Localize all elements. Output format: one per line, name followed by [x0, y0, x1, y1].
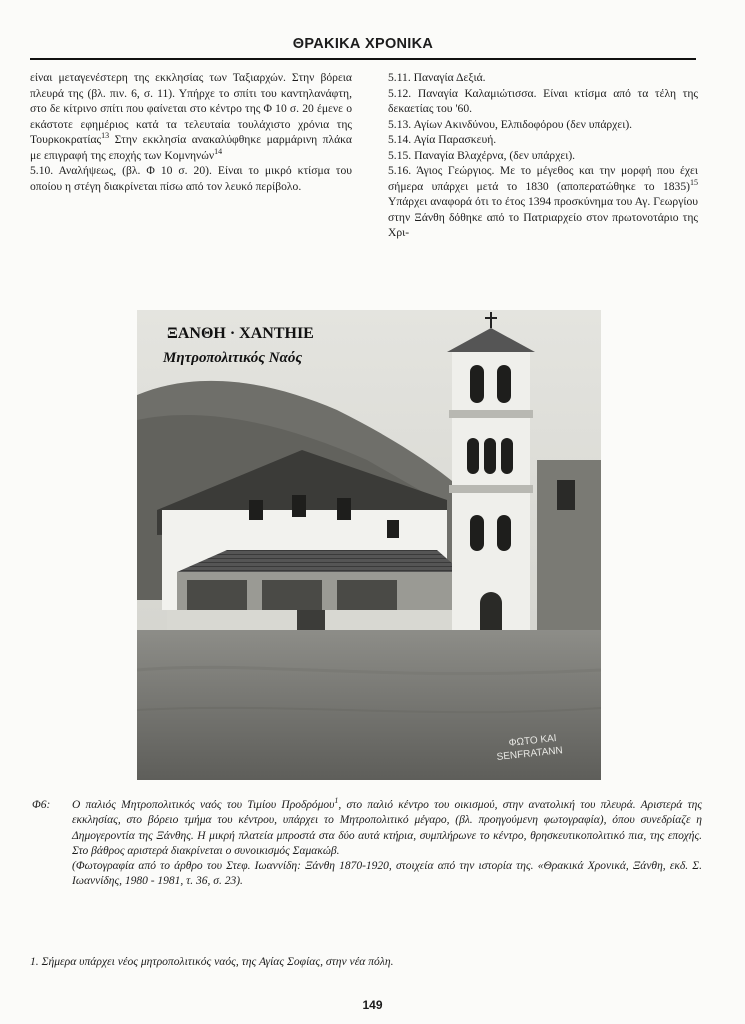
caption-text: Ο παλιός Μητροπολιτικός ναός του Τιμίου Προδρόμου$^1$, στο παλιό κέντρο του οικισμού, στην ανατολική του πλευρά. Αριστερά της εκκλησίας, στο βόρειο τμήμα του κέντρου, υπάρχει το Μητροπολιτικό μέγαρο, (βλ. προηγούμενη φωτογραφία), όπου συνεδρίαζε η Δημογεροντία της Ξάνθης. Η μικρή πλατεία μπροστά στα δύο αυτά κτήρια, συμπλήρωνε το κέντρο, θρησκευτικοπολιτικό πια, της εποχής. Στο βάθρος αριστερά διακρίνεται ο συνοικισμός Σαμακώβ.: [72, 796, 703, 857]
footnote-ref-15: 15: [690, 177, 698, 187]
figure-label: Φ6:: [32, 799, 51, 811]
list-item: 5.13. Αγίων Ακινδύνου, Ελπιδοφόρου (δεν υπάρχει).: [388, 117, 633, 131]
church-photograph: [137, 310, 601, 780]
photo-title-line-1: ΞΑΝΘΗ · ΧΑΝΤΗΙΕ: [167, 325, 314, 342]
photo-title-line-2: Μητροπολιτικός Ναός: [163, 350, 303, 366]
list-item: 5.12. Παναγία Καλαμιώτισσα. Είναι κτίσμα από τα τέλη της δεκαετίας του '60.: [388, 86, 698, 116]
photo-credit-line-2: SENFRATANN: [496, 745, 564, 763]
left-paragraph-1: είναι μεταγενέστερη της εκκλησίας των Ταξιαρχών. Στην βόρεια πλευρά της (βλ. πιν. 6, σ. 11). Υπήρχε το σπίτι του καντηλανάφτη, στο δε κίτρινο σπίτι που φαίνεται στο κέντρο της Φ 10 σ. 20 έμενε ο εκάστοτε εφημέριος κατά τα τελευταία τουλάχιστο χρόνια της Τουρκοκρατίας$^{13}$ Στην εκκλησία ανακαλύφθηκε μαρμάρινη πλάκα με επιγραφή της εποχής των Κομνηνών$^{14}$: [30, 71, 352, 162]
left-paragraph-2: 5.10. Αναλήψεως, (βλ. Φ 10 σ. 20). Είναι το μικρό κτίσμα του οποίου η στέγη διακρίνεται πίσω από τον λευκό περίβολο.: [30, 164, 352, 193]
running-header: ΘΡΑΚΙΚΑ ΧΡΟΝΙΚΑ: [292, 36, 434, 52]
photo-credit-line-1: ΦΩΤΟ ΚΑΙ: [508, 733, 558, 749]
footnote: 1. Σήμερα υπάρχει νέος μητροπολιτικός ναός, της Αγίας Σοφίας, στην νέα πόλη.: [30, 955, 394, 968]
right-column: [388, 70, 698, 241]
page-number: 149: [362, 998, 383, 1012]
footnote-ref-14: 14: [214, 146, 223, 156]
figure-caption: [32, 796, 703, 890]
caption-source: (Φωτογραφία από το άρθρο του Στεφ. Ιωαννίδη: Ξάνθη 1870-1920, στοιχεία από την ιστορία της. «Θρακικά Χρονικά, Ξάνθη, εκδ. Σ. Ιωαννίδης, 1980 - 1981, τ. 36, σ. 23).: [72, 860, 702, 888]
header-rule: [30, 58, 696, 60]
list-item: 5.14. Αγία Παρασκευή.: [388, 133, 497, 147]
footnote-ref-1: 1: [334, 796, 339, 806]
church-photo-illustration: [137, 310, 601, 780]
list-item: 5.15. Παναγία Βλαχέρνα, (δεν υπάρχει).: [388, 148, 576, 162]
church-roof-lower: [177, 550, 462, 572]
list-item: 5.16. Άγιος Γεώργιος. Με το μέγεθος και την μορφή που έχει σήμερα υπάρχει μετά το 1830 (αποπερατώθηκε το 1835)$^{15}$ Υπάρχει αναφορά ότι το έτος 1394 προσκύνημα του Αγ. Γεωργίου στην Ξάνθη δόθηκε από το Πατριαρχείο στον πρωτονοτάριο της Χρι-: [388, 164, 698, 240]
footnote-ref-13: 13: [101, 131, 110, 141]
list-item: 5.11. Παναγία Δεξιά.: [388, 71, 486, 84]
left-column: [30, 70, 352, 194]
